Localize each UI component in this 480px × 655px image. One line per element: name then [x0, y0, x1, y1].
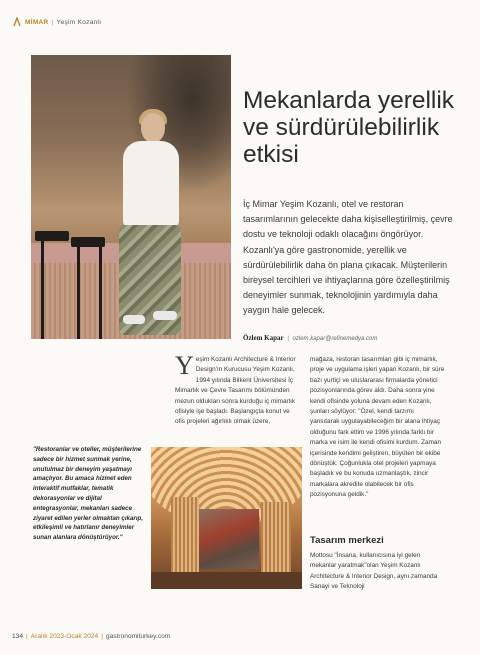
- article-lead: İç Mimar Yeşim Kozanlı, otel ve restoran tasarımlarının gelecekte daha kişiselleştirilmiş, çevre dostu ve teknoloji odaklı olacağını öngörüyor. Kozanlı'ya göre gastronomide, yerellik ve sürdürülebilirlik daha ön plana çıkacak. Müşterilerin bireysel tercihleri ve ihtiyaçlarına göre özelleştirilmiş deneyimler sunmak, teknolojinin yardımıyla daha yaygın hale gelecek.: [243, 199, 453, 316]
- pull-quote: "Restoranlar ve oteller, müşterilerine sadece bir hizmet sunmak yerine, unutulmaz bir deneyim yaşatmayı amaçlıyor. Bu amaca hizmet eden interaktif mutfaklar, tematik dekorasyonlar ve dijital entegrasyonlar, mekanları sadece ziyaret edilen yerler olmaktan çıkarıp, etkileşimli ve hatırlanır deneyimler sunan alanlara dönüştürüyor.": [33, 446, 144, 542]
- issue-date: Aralık 2023-Ocak 2024: [30, 633, 99, 640]
- page-header: [12, 17, 101, 27]
- footer-separator-2: |: [101, 633, 103, 640]
- author-email: ozlem.kapar@refinemedya.com: [292, 336, 378, 342]
- restaurant-interior-photo: [151, 447, 302, 589]
- section-label: MİMAR: [25, 18, 49, 26]
- body-column-1: [175, 351, 300, 428]
- body-text-2: mağaza, restoran tasarımları gibi iç mimarlık, proje ve uygulama işleri yapan Kozanlı, bir süre bazı yurtiçi ve uluslararası firmalarda yönetici pozisyonlarında görev aldı. Daha sonra yine kendi ofisinde yoluna devam eden Kozanlı, şunları söylüyor: "Özel, kendi tarzımı yansıtarak uygulayabileceğim bir alana ihtiyaç olduğunu fark ettim ve 1996 yılında farklı bir marka ve isim ile kendi ofisimi kurdum. Zaman içerisinde kendimi geliştiren, büyüten bir ekibe dönüştük. Çoğunlukla otel projeleri yapmaya başladık ve bu konuda uzmanlaştık, zincir markalara akredite olabilecek bir ofis pozisyonuna geldik.": [310, 356, 445, 499]
- page-footer: [12, 633, 170, 640]
- header-separator: |: [51, 18, 54, 26]
- brand-logo-icon: [12, 17, 22, 27]
- body-column-3: Mottosu "İnsana, kullanıcısına iyi gelen mekanlar yaratmak"olan Yeşim Kozanlı Architecture & Interior Design, aynı zamanda Sanayi ve Teknoloji: [310, 552, 438, 591]
- page-number: 134: [12, 633, 24, 640]
- header-subject-name: Yeşim Kozanlı: [56, 18, 102, 26]
- footer-separator-1: |: [26, 633, 28, 640]
- body-text-1: eşim Kozanlı Architecture & Interior Design'ın Kurucusu Yeşim Kozanlı, 1994 yılında Bilkent Üniversitesi İç Mimarlık ve Çevre Tasarımı bölümünden mezun oldukları sonra kurduğu iç mimarlık ofisiyle işe başladı. Başlangıçta konut ve ofis projeleri ağırlıklı olmak üzere,: [175, 356, 296, 426]
- byline: [243, 334, 377, 342]
- byline-separator: |: [287, 336, 289, 342]
- article-title: Mekanlarda yerellik ve sürdürülebilirlik etkisi: [243, 87, 455, 168]
- drop-cap: Y: [175, 351, 194, 380]
- author-name: Özlem Kapar: [243, 334, 284, 342]
- section-subheading: Tasarım merkezi: [310, 535, 384, 546]
- website-link[interactable]: gastronomiturkey.com: [105, 633, 171, 640]
- body-column-2: [310, 355, 445, 501]
- portrait-photo: [31, 55, 231, 339]
